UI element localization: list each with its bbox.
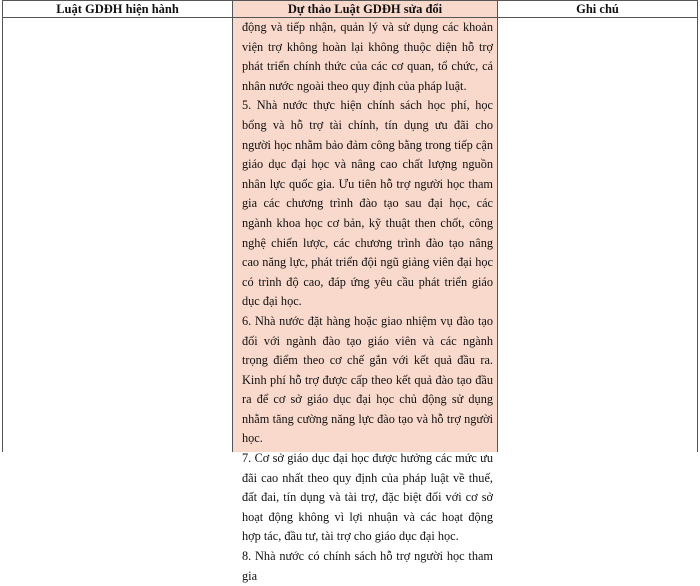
draft-paragraph-6: 6. Nhà nước đặt hàng hoặc giao nhiệm vụ đào tạo đối với ngành đào tạo giáo viên và các ngành trọng điểm theo cơ chế gắn với kết quả đầu ra. Kinh phí hỗ trợ được cấp theo kết quả đào tạo đầu ra để cơ sở giáo dục đại học chủ động sử dụng nhằm tăng cường năng lực đào tạo và hỗ trợ người học.	[242, 313, 493, 446]
draft-law-cell	[232, 18, 498, 583]
draft-paragraph-8: 8. Nhà nước có chính sách hỗ trợ người học tham gia	[242, 549, 493, 583]
header-draft-law: Dự thảo Luật GDĐH sửa đổi	[232, 1, 498, 17]
header-notes: Ghi chú	[576, 2, 619, 16]
table-header-row	[3, 0, 697, 18]
draft-paragraph-5: 5. Nhà nước thực hiện chính sách học phí, học bổng và hỗ trợ tài chính, tín dụng ưu đãi cho người học nhằm bảo đảm công bằng trong tiếp cận giáo dục đại học và nâng cao chất lượng nguồn nhân lực quốc gia. Ưu tiên hỗ trợ người học tham gia các chương trình đào tạo sau đại học, các ngành khoa học cơ bản, kỹ thuật then chốt, công nghệ chiến lược, các chương trình đào tạo nâng cao năng lực, phát triển đội ngũ giảng viên đại học có trình độ cao, đáp ứng yêu cầu phát triển giáo dục đại học.	[242, 98, 493, 309]
draft-paragraph-continuation: động và tiếp nhận, quản lý và sử dụng các khoản viện trợ không hoàn lại không thuộc diện hỗ trợ phát triển chính thức của các cơ quan, tổ chức, cá nhân nước ngoài theo quy định của pháp luật.	[242, 20, 493, 93]
draft-paragraph-7: 7. Cơ sở giáo dục đại học được hưởng các mức ưu đãi cao nhất theo quy định của pháp luật về thuế, đất đai, tín dụng và tài trợ, đặc biệt đối với cơ sở hoạt động không vì lợi nhuận và các hoạt động hợp tác, đầu tư, tài trợ cho giáo dục đại học.	[242, 451, 493, 544]
draft-law-text	[242, 18, 493, 586]
header-current-law: Luật GDĐH hiện hành	[56, 2, 179, 16]
comparison-table	[2, 0, 698, 583]
